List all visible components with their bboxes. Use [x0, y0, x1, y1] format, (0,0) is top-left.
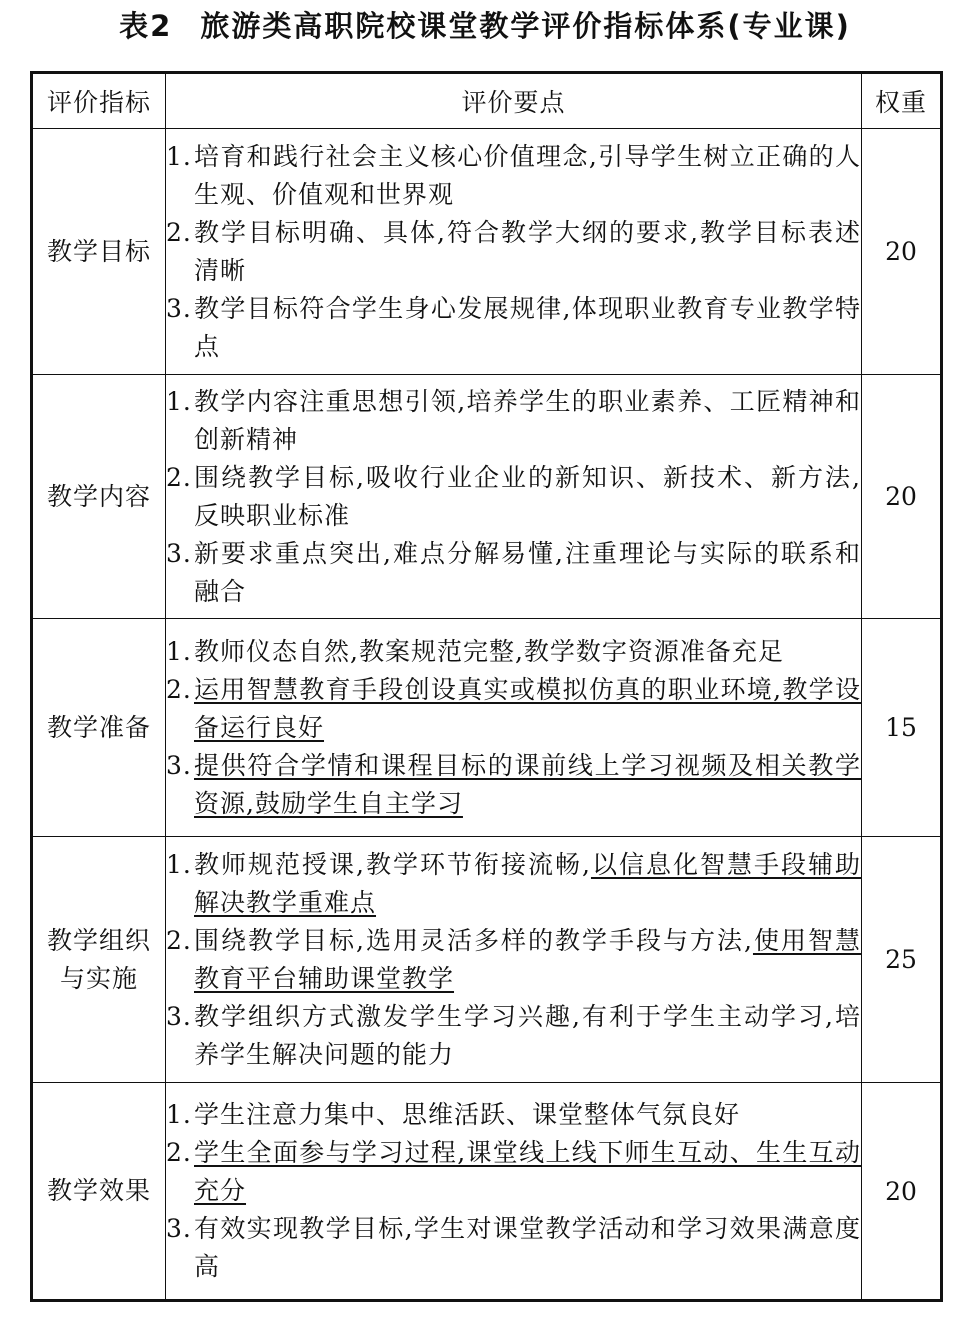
header-indicator: 评价指标 — [32, 73, 166, 129]
indicator-cell: 教学内容 — [32, 375, 166, 619]
list-item: 3. 教学组织方式激发学生学习兴趣,有利于学生主动学习,培养学生解决问题的能力 — [166, 1001, 861, 1069]
points-list — [166, 633, 861, 823]
table-row — [32, 1083, 942, 1301]
weight-cell: 15 — [862, 619, 942, 837]
list-item: 2. 运用智慧教育手段创设真实或模拟仿真的职业环境,教学设备运行良好 — [166, 674, 861, 742]
table-caption: 旅游类高职院校课堂教学评价指标体系(专业课) — [200, 9, 851, 43]
indicator-cell: 教学组织与实施 — [32, 837, 166, 1083]
header-row — [32, 73, 942, 129]
list-item: 3. 提供符合学情和课程目标的课前线上学习视频及相关教学资源,鼓励学生自主学习 — [166, 750, 861, 818]
list-item: 2. 学生全面参与学习过程,课堂线上线下师生互动、生生互动充分 — [166, 1138, 861, 1205]
weight-cell: 20 — [862, 1083, 942, 1301]
list-item: 1. 学生注意力集中、思维活跃、课堂整体气氛良好 — [166, 1100, 741, 1129]
points-cell — [166, 129, 862, 375]
list-item: 3. 教学目标符合学生身心发展规律,体现职业教育专业教学特点 — [166, 293, 861, 361]
list-item: 1. 教师仪态自然,教案规范完整,教学数字资源准备充足 — [166, 636, 784, 666]
list-item: 3. 新要求重点突出,难点分解易懂,注重理论与实际的联系和融合 — [166, 538, 861, 606]
table-row — [32, 375, 942, 619]
table-row — [32, 129, 942, 375]
points-list — [166, 846, 861, 1074]
list-item: 1. 教师规范授课,教学环节衔接流畅,以信息化智慧手段辅助解决教学重难点 — [166, 849, 861, 917]
list-item: 2. 围绕教学目标,选用灵活多样的教学手段与方法,使用智慧教育平台辅助课堂教学 — [166, 925, 861, 993]
table-number: 表2 — [119, 9, 173, 43]
list-item: 1. 教学内容注重思想引领,培养学生的职业素养、工匠精神和创新精神 — [166, 386, 861, 454]
table-title — [0, 4, 970, 48]
points-cell — [166, 619, 862, 837]
header-points: 评价要点 — [166, 73, 862, 129]
points-cell — [166, 375, 862, 619]
weight-cell: 20 — [862, 129, 942, 375]
list-item: 1. 培育和践行社会主义核心价值理念,引导学生树立正确的人生观、价值观和世界观 — [166, 141, 861, 209]
points-list — [166, 1096, 861, 1286]
table-row — [32, 619, 942, 837]
list-item: 2. 围绕教学目标,吸收行业企业的新知识、新技术、新方法,反映职业标准 — [166, 462, 861, 530]
indicator-cell: 教学效果 — [32, 1083, 166, 1301]
points-cell — [166, 837, 862, 1083]
list-item: 2. 教学目标明确、具体,符合教学大纲的要求,教学目标表述清晰 — [166, 217, 861, 285]
points-list — [166, 138, 861, 366]
indicator-cell: 教学目标 — [32, 129, 166, 375]
points-cell — [166, 1083, 862, 1301]
evaluation-index-table — [30, 71, 943, 1302]
list-item: 3. 有效实现教学目标,学生对课堂教学活动和学习效果满意度高 — [166, 1214, 861, 1281]
points-list — [166, 383, 861, 611]
header-weight: 权重 — [862, 73, 942, 129]
indicator-cell: 教学准备 — [32, 619, 166, 837]
weight-cell: 25 — [862, 837, 942, 1083]
weight-cell: 20 — [862, 375, 942, 619]
table-row — [32, 837, 942, 1083]
